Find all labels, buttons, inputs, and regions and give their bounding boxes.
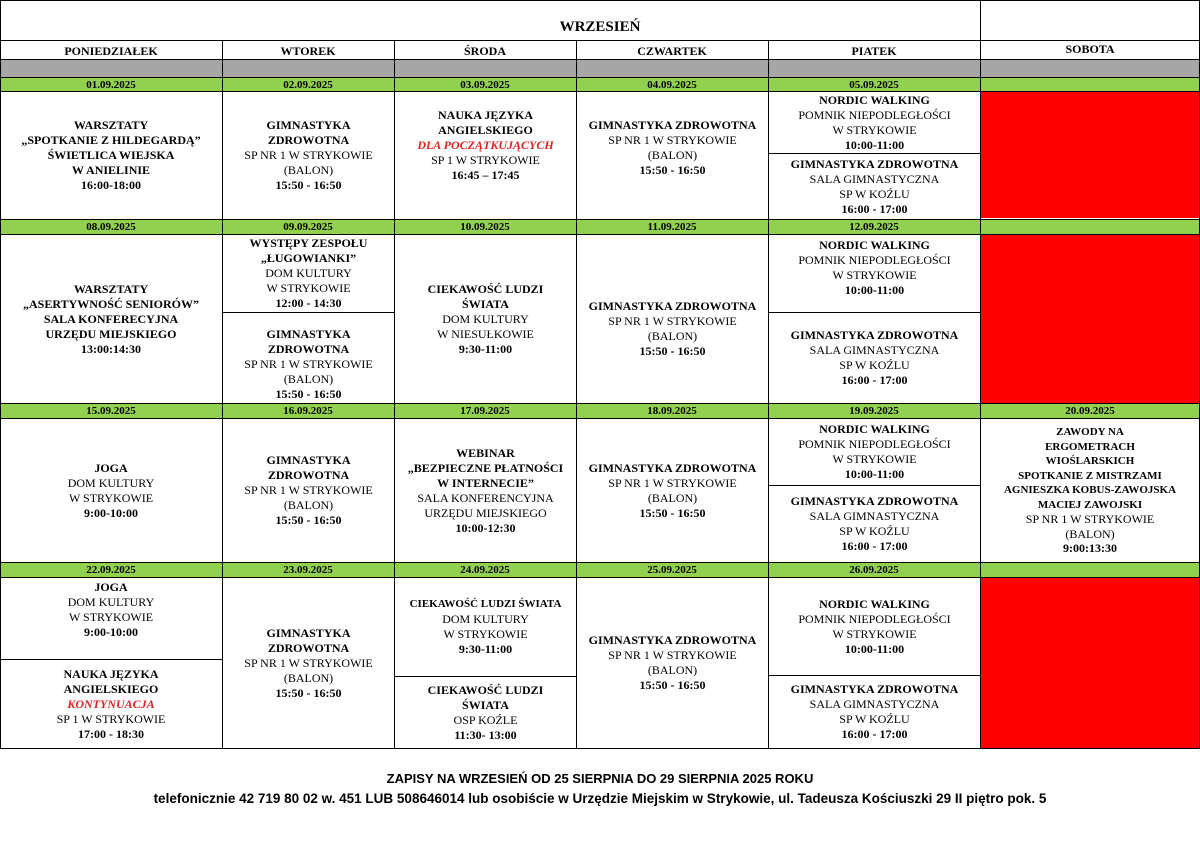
date-cell: 23.09.2025 (283, 564, 333, 576)
event-title: W INTERNECIE” (437, 475, 534, 490)
event-place: SALA GIMNASTYCZNA (809, 697, 940, 711)
event-place: DOM KULTURY (442, 612, 529, 626)
day-header-wednesday: ŚRODA (463, 44, 506, 58)
event-title: „BEZPIECZNE PŁATNOŚCI (407, 460, 564, 475)
event-place: SP W KOŹLU (839, 358, 910, 372)
day-header-saturday: SOBOTA (1065, 42, 1115, 56)
event-cell (769, 419, 980, 485)
event-cell (577, 92, 768, 204)
event-time: 16:00 - 17:00 (841, 201, 908, 216)
event-cell (0, 419, 222, 562)
event-time: 10:00-11:00 (844, 283, 905, 297)
event-place: URZĘDU MIEJSKIEGO (45, 326, 177, 341)
event-title: GIMNASTYKA ZDROWOTNA (790, 494, 959, 508)
event-cell (223, 578, 394, 748)
saturday-closed-week4 (981, 578, 1199, 748)
event-title: JOGA (94, 580, 128, 594)
event-title: WEBINAR (456, 445, 515, 460)
event-title: WYSTĘPY ZESPOŁU (249, 236, 368, 250)
event-cell (769, 92, 980, 153)
event-cell (769, 235, 980, 315)
event-place: SALA KONFERENCYJNA (417, 490, 554, 505)
event-place: OSP KOŹLE (453, 712, 518, 727)
event-place: SALA KONFERECYJNA (43, 311, 179, 326)
date-cell: 02.09.2025 (283, 79, 333, 91)
event-time: 10:00-12:30 (455, 520, 516, 535)
event-place: SP NR 1 W STRYKOWIE (1025, 512, 1155, 527)
event-cell (769, 154, 980, 219)
event-place: DOM KULTURY (67, 595, 155, 609)
event-time: 9:00:13:30 (1063, 541, 1117, 556)
event-time: 9:30-11:00 (458, 341, 513, 356)
event-cell (0, 660, 222, 748)
event-place: (BALON) (647, 329, 698, 343)
event-title: NORDIC WALKING (819, 596, 930, 611)
date-cell: 19.09.2025 (849, 405, 899, 417)
event-time: 15:50 - 16:50 (275, 513, 342, 527)
event-title: GIMNASTYKA ZDROWOTNA (588, 118, 757, 132)
event-place: SP NR 1 W STRYKOWIE (608, 133, 737, 147)
date-cell: 08.09.2025 (86, 221, 136, 233)
event-time: 16:45 – 17:45 (451, 168, 520, 182)
event-title: GIMNASTYKA ZDROWOTNA (790, 682, 959, 696)
event-place: (BALON) (283, 498, 334, 512)
date-cell: 20.09.2025 (1065, 405, 1115, 417)
event-place: SP NR 1 W STRYKOWIE (608, 314, 737, 328)
event-title: NORDIC WALKING (819, 238, 930, 252)
event-time: 15:50 - 16:50 (639, 344, 706, 358)
event-cell (0, 92, 222, 219)
event-place: W STRYKOWIE (443, 627, 528, 641)
event-title: GIMNASTYKA (266, 326, 351, 341)
event-time: 17:00 - 18:30 (78, 726, 144, 741)
event-place: (BALON) (647, 490, 698, 505)
event-title: ŚWIATA (462, 697, 509, 712)
registration-note: ZAPISY NA WRZESIEŃ OD 25 SIERPNIA DO 29 SIERPNIA 2025 ROKU (386, 771, 814, 786)
event-cell (769, 676, 980, 748)
event-place: POMNIK NIEPODLEGŁOŚCI (798, 107, 951, 122)
date-cell: 11.09.2025 (647, 221, 697, 233)
event-place: SP 1 W STRYKOWIE (56, 711, 166, 726)
date-cell: 26.09.2025 (849, 564, 899, 576)
date-cell: 12.09.2025 (849, 221, 899, 233)
event-place: W STRYKOWIE (266, 281, 351, 295)
date-cell: 22.09.2025 (86, 564, 136, 576)
event-cell (769, 486, 980, 562)
event-cell (0, 235, 222, 403)
event-cell (395, 677, 576, 748)
event-time: 16:00 - 17:00 (841, 373, 908, 387)
event-cell (0, 580, 222, 656)
event-cell (395, 419, 576, 562)
event-time: 13:00:14:30 (81, 341, 141, 356)
date-cell: 05.09.2025 (849, 79, 899, 91)
event-title: GIMNASTYKA (266, 118, 351, 132)
event-place: SP NR 1 W STRYKOWIE (244, 655, 373, 670)
event-time: 10:00-11:00 (844, 467, 905, 481)
event-title: GIMNASTYKA ZDROWOTNA (588, 299, 757, 313)
event-place: W STRYKOWIE (832, 452, 917, 466)
event-cell (577, 578, 768, 748)
event-title: GIMNASTYKA (266, 625, 351, 640)
event-cell (769, 578, 980, 675)
gray-separator-band (0, 60, 1200, 77)
event-title: WARSZTATY (73, 281, 149, 296)
event-title: ZDROWOTNA (267, 133, 350, 147)
date-cell: 25.09.2025 (647, 564, 697, 576)
event-cell (395, 92, 576, 213)
event-place: (BALON) (1065, 526, 1115, 541)
saturday-closed-week2 (981, 235, 1199, 403)
event-time: 15:50 - 16:50 (275, 685, 342, 700)
event-place: SP W KOŹLU (839, 712, 910, 726)
day-header-tuesday: WTOREK (280, 44, 336, 58)
event-time: 16:00-18:00 (81, 178, 141, 192)
event-place: SP NR 1 W STRYKOWIE (244, 148, 373, 162)
event-time: 16:00 - 17:00 (841, 727, 908, 741)
event-title: „SPOTKANIE Z HILDEGARDĄ” (21, 133, 201, 147)
event-place: W STRYKOWIE (832, 122, 917, 137)
event-place: SP 1 W STRYKOWIE (431, 153, 540, 167)
date-cell: 10.09.2025 (460, 221, 510, 233)
event-subtitle: SPOTKANIE Z MISTRZAMI (1018, 469, 1162, 482)
date-cell: 09.09.2025 (283, 221, 333, 233)
event-place: ŚWIETLICA WIEJSKA (47, 148, 175, 162)
event-title: ZDROWOTNA (267, 640, 350, 655)
event-title: JOGA (94, 460, 128, 475)
event-title: ANGIELSKIEGO (63, 681, 159, 696)
event-title: ZAWODY NA (1056, 426, 1124, 439)
event-title: GIMNASTYKA ZDROWOTNA (588, 460, 757, 475)
event-title: NORDIC WALKING (819, 92, 930, 107)
event-place: POMNIK NIEPODLEGŁOŚCI (798, 437, 951, 451)
date-cell: 24.09.2025 (460, 564, 510, 576)
event-time: 15:50 - 16:50 (639, 678, 706, 692)
event-title: NORDIC WALKING (819, 422, 930, 436)
day-header-thursday: CZWARTEK (637, 44, 707, 58)
event-time: 15:50 - 16:50 (275, 386, 342, 401)
event-cell (223, 419, 394, 562)
event-place: W ANIELINIE (71, 163, 151, 177)
event-place: W STRYKOWIE (68, 610, 154, 624)
event-cell (223, 92, 394, 219)
event-place: (BALON) (283, 163, 334, 177)
event-place: SP NR 1 W STRYKOWIE (244, 483, 373, 497)
event-title: CIEKAWOŚĆ LUDZI ŚWIATA (409, 598, 562, 610)
event-place: W STRYKOWIE (68, 490, 154, 505)
event-place: DOM KULTURY (442, 311, 529, 326)
event-title: ZDROWOTNA (267, 341, 350, 356)
event-title: NAUKA JĘZYKA (63, 666, 159, 681)
event-place: W STRYKOWIE (832, 268, 917, 282)
event-place: URZĘDU MIEJSKIEGO (424, 505, 547, 520)
event-place: SALA GIMNASTYCZNA (809, 343, 940, 357)
event-guests: MACIEJ ZAWOJSKI (1037, 498, 1143, 511)
event-place: (BALON) (647, 663, 698, 677)
event-title: GIMNASTYKA ZDROWOTNA (790, 328, 959, 342)
event-time: 9:00-10:00 (84, 505, 138, 520)
event-guests: AGNIESZKA KOBUS-ZAWOJSKA (1003, 484, 1177, 497)
event-place: SP W KOŹLU (839, 186, 910, 201)
event-title: WARSZTATY (73, 118, 149, 132)
event-cell (769, 313, 980, 403)
contact-info: telefonicznie 42 719 80 02 w. 451 LUB 508646014 lub osobiście w Urzędzie Miejskim w Strykowie, ul. Tadeusza Kościuszki 29 II piętro pok. 5 (153, 791, 1047, 806)
event-cell (395, 235, 576, 403)
event-place: DOM KULTURY (265, 266, 352, 280)
event-title: CIEKAWOŚĆ LUDZI (427, 281, 544, 296)
event-title: ERGOMETRACH (1045, 440, 1135, 453)
event-title: „ASERTYWNOŚĆ SENIORÓW” (23, 296, 199, 311)
event-place: (BALON) (283, 371, 334, 386)
event-title: ŚWIATA (462, 296, 509, 311)
event-title: ZDROWOTNA (267, 468, 350, 482)
event-place: (BALON) (647, 148, 698, 162)
date-cell: 17.09.2025 (460, 405, 510, 417)
event-time: 9:00-10:00 (84, 625, 138, 639)
event-place: POMNIK NIEPODLEGŁOŚCI (798, 611, 951, 626)
date-cell: 15.09.2025 (86, 405, 136, 417)
event-time: 15:50 - 16:50 (639, 505, 706, 520)
event-level: KONTYNUACJA (67, 696, 155, 711)
date-cell: 01.09.2025 (86, 79, 136, 91)
event-level: DLA POCZĄTKUJĄCYCH (417, 138, 554, 152)
event-cell (577, 235, 768, 423)
event-place: SP NR 1 W STRYKOWIE (608, 475, 737, 490)
event-cell (395, 578, 576, 676)
event-title: NAUKA JĘZYKA (437, 108, 533, 122)
event-title: GIMNASTYKA (266, 453, 351, 467)
event-place: W NIESUŁKOWIE (437, 326, 534, 341)
event-title: „ŁUGOWIANKI” (260, 251, 357, 265)
event-title: ANGIELSKIEGO (438, 123, 533, 137)
event-cell (577, 419, 768, 562)
event-time: 12:00 - 14:30 (275, 296, 342, 310)
event-title: GIMNASTYKA ZDROWOTNA (790, 156, 959, 171)
event-title: WIOŚLARSKICH (1045, 455, 1135, 468)
event-place: W STRYKOWIE (832, 626, 917, 641)
event-place: SP W KOŹLU (839, 524, 910, 538)
event-place: SALA GIMNASTYCZNA (809, 171, 940, 186)
event-title: CIEKAWOŚĆ LUDZI (427, 682, 544, 697)
date-cell: 16.09.2025 (283, 405, 333, 417)
event-time: 15:50 - 16:50 (275, 178, 342, 192)
event-cell (223, 313, 394, 403)
event-cell-saturday (981, 419, 1199, 562)
event-place: SALA GIMNASTYCZNA (809, 509, 940, 523)
month-title: WRZESIEŃ (559, 19, 641, 35)
saturday-closed-week1 (981, 92, 1199, 218)
day-header-monday: PONIEDZIAŁEK (64, 44, 158, 58)
event-place: POMNIK NIEPODLEGŁOŚCI (798, 253, 951, 267)
event-place: SP NR 1 W STRYKOWIE (608, 648, 737, 662)
event-time: 9:30-11:00 (458, 642, 513, 656)
event-place: DOM KULTURY (67, 475, 155, 490)
event-time: 10:00-11:00 (844, 137, 905, 152)
day-header-friday: PIATEK (851, 44, 897, 58)
event-time: 15:50 - 16:50 (639, 163, 706, 177)
event-title: GIMNASTYKA ZDROWOTNA (588, 633, 757, 647)
event-place: (BALON) (283, 670, 334, 685)
event-time: 11:30- 13:00 (454, 727, 517, 742)
event-cell (223, 235, 394, 312)
event-time: 16:00 - 17:00 (841, 539, 908, 553)
event-place: SP NR 1 W STRYKOWIE (244, 356, 373, 371)
event-time: 10:00-11:00 (844, 641, 905, 656)
date-cell: 04.09.2025 (647, 79, 697, 91)
date-cell: 03.09.2025 (460, 79, 510, 91)
date-cell: 18.09.2025 (647, 405, 697, 417)
